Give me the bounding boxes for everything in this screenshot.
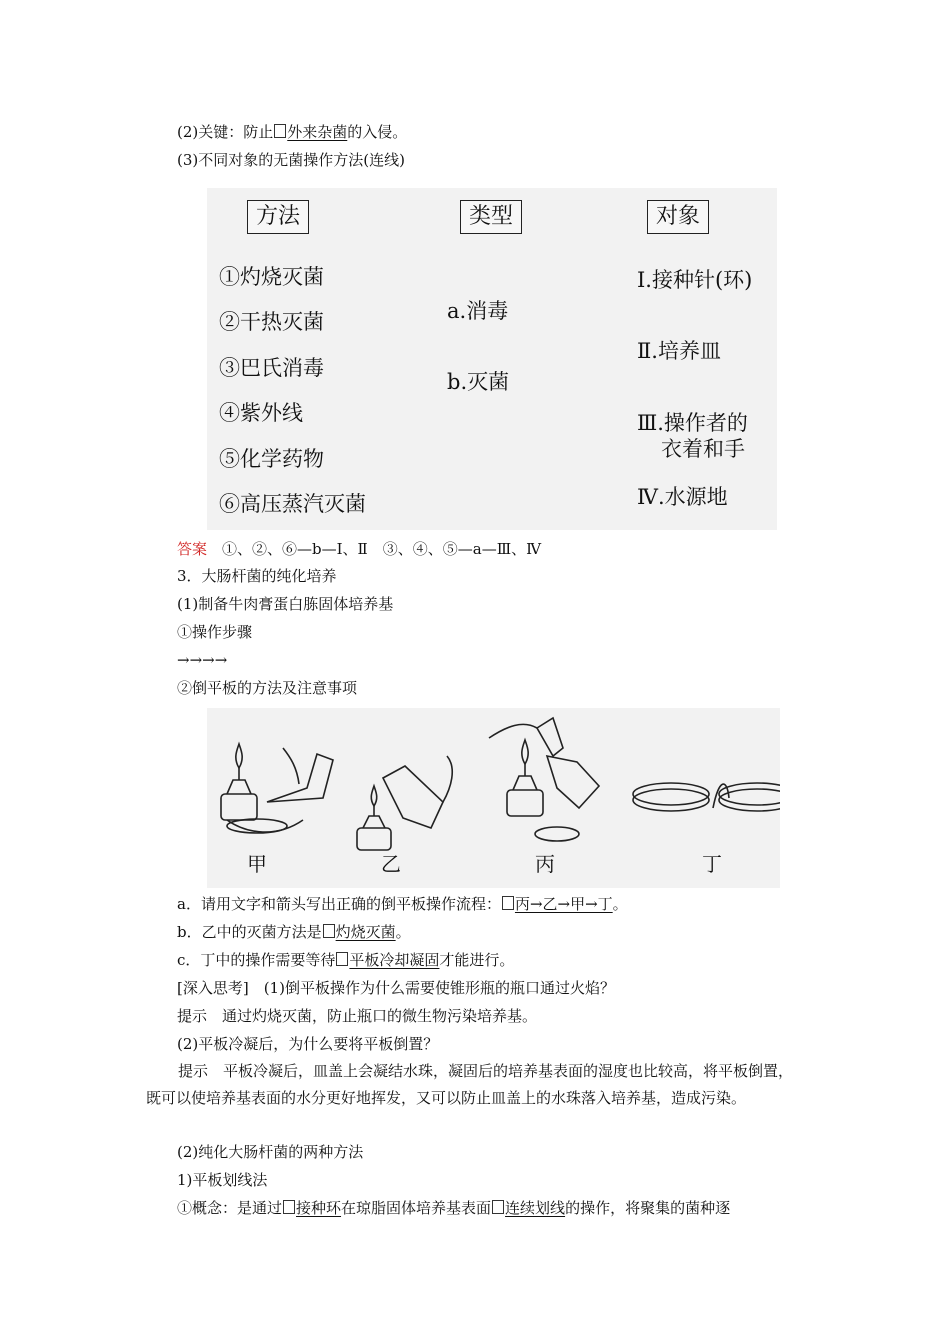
concept-line: ①概念：是通过 接种环在琼脂固体培养基表面 连续划线的操作，将聚集的菌种逐 — [177, 1199, 731, 1217]
line-c: c．丁中的操作需要等待 平板冷却凝固才能进行。 — [177, 951, 515, 969]
line-subtitle-3: (3)不同对象的无菌操作方法(连线) — [177, 151, 405, 169]
object-item: Ⅰ.接种针(环) — [637, 268, 753, 292]
caption-bing: 丙 — [535, 852, 555, 876]
method-item: ③巴氏消毒 — [219, 356, 324, 380]
petri-dish-icon — [633, 783, 709, 811]
pour-plate-figure — [207, 708, 780, 888]
arrow-line: →→→→ — [177, 651, 228, 669]
caption-ding: 丁 — [702, 852, 722, 876]
object-item: Ⅲ.操作者的 — [637, 411, 748, 435]
step-title: ①操作步骤 — [177, 623, 253, 641]
lamp-icon — [221, 744, 257, 820]
blank-box — [274, 124, 286, 138]
blank-box — [502, 896, 514, 910]
object-item: Ⅱ.培养皿 — [637, 339, 721, 363]
hint-2: 提示 平板冷凝后，皿盖上会凝结水珠，凝固后的培养基表面的湿度也比较高，将平板倒置，既可以使培养基表面的水分更好地挥发，又可以防止皿盖上的水珠落入培养基，造成污染。 — [146, 1062, 794, 1107]
lamp-icon — [357, 786, 391, 850]
answer-line: 答案 ①、②、⑥—b—Ⅰ、Ⅱ ③、④、⑤—a—Ⅲ、Ⅳ — [177, 540, 542, 558]
method-item: ④紫外线 — [219, 401, 303, 425]
section-title: 3．大肠杆菌的纯化培养 — [177, 567, 337, 585]
lamp-icon — [507, 740, 543, 816]
blank-box — [492, 1200, 504, 1214]
header-object: 对象 — [647, 200, 709, 234]
method-item: ①灼烧灭菌 — [219, 265, 324, 289]
method-item: ⑤化学药物 — [219, 447, 324, 471]
blank-box — [336, 952, 348, 966]
answer-label: 答案 — [177, 540, 208, 558]
method-item: ②干热灭菌 — [219, 310, 324, 334]
object-item-continued: 衣着和手 — [661, 437, 745, 461]
line-key-point: (2)关键：防止 外来杂菌的入侵。 — [177, 123, 408, 141]
method-item: ⑥高压蒸汽灭菌 — [219, 492, 366, 516]
hint-1: 提示 通过灼烧灭菌，防止瓶口的微生物污染培养基。 — [177, 1007, 538, 1025]
object-item: Ⅳ.水源地 — [637, 485, 728, 509]
subsection-title-2: (2)纯化大肠杆菌的两种方法 — [177, 1143, 364, 1161]
question-2: (2)平板冷凝后，为什么要将平板倒置？ — [177, 1035, 439, 1053]
question-1: [深入思考] (1)倒平板操作为什么需要使锥形瓶的瓶口通过火焰？ — [177, 979, 615, 997]
method-title: 1)平板划线法 — [177, 1171, 268, 1189]
blank-box — [283, 1200, 295, 1214]
line-b: b．乙中的灭菌方法是 灼烧灭菌。 — [177, 923, 411, 941]
caption-yi: 乙 — [381, 852, 401, 876]
blank-box — [323, 924, 335, 938]
type-item: b.灭菌 — [447, 370, 510, 394]
pour-plate-illustration — [207, 708, 780, 888]
header-type: 类型 — [460, 200, 522, 234]
step-title: ②倒平板的方法及注意事项 — [177, 679, 358, 697]
header-method: 方法 — [247, 200, 309, 234]
line-a: a．请用文字和箭头写出正确的倒平板操作流程： 丙→乙→甲→丁。 — [177, 895, 628, 913]
subsection-title: (1)制备牛肉膏蛋白胨固体培养基 — [177, 595, 394, 613]
type-item: a.消毒 — [447, 299, 509, 323]
matching-figure — [207, 188, 777, 530]
caption-jia: 甲 — [247, 852, 267, 876]
